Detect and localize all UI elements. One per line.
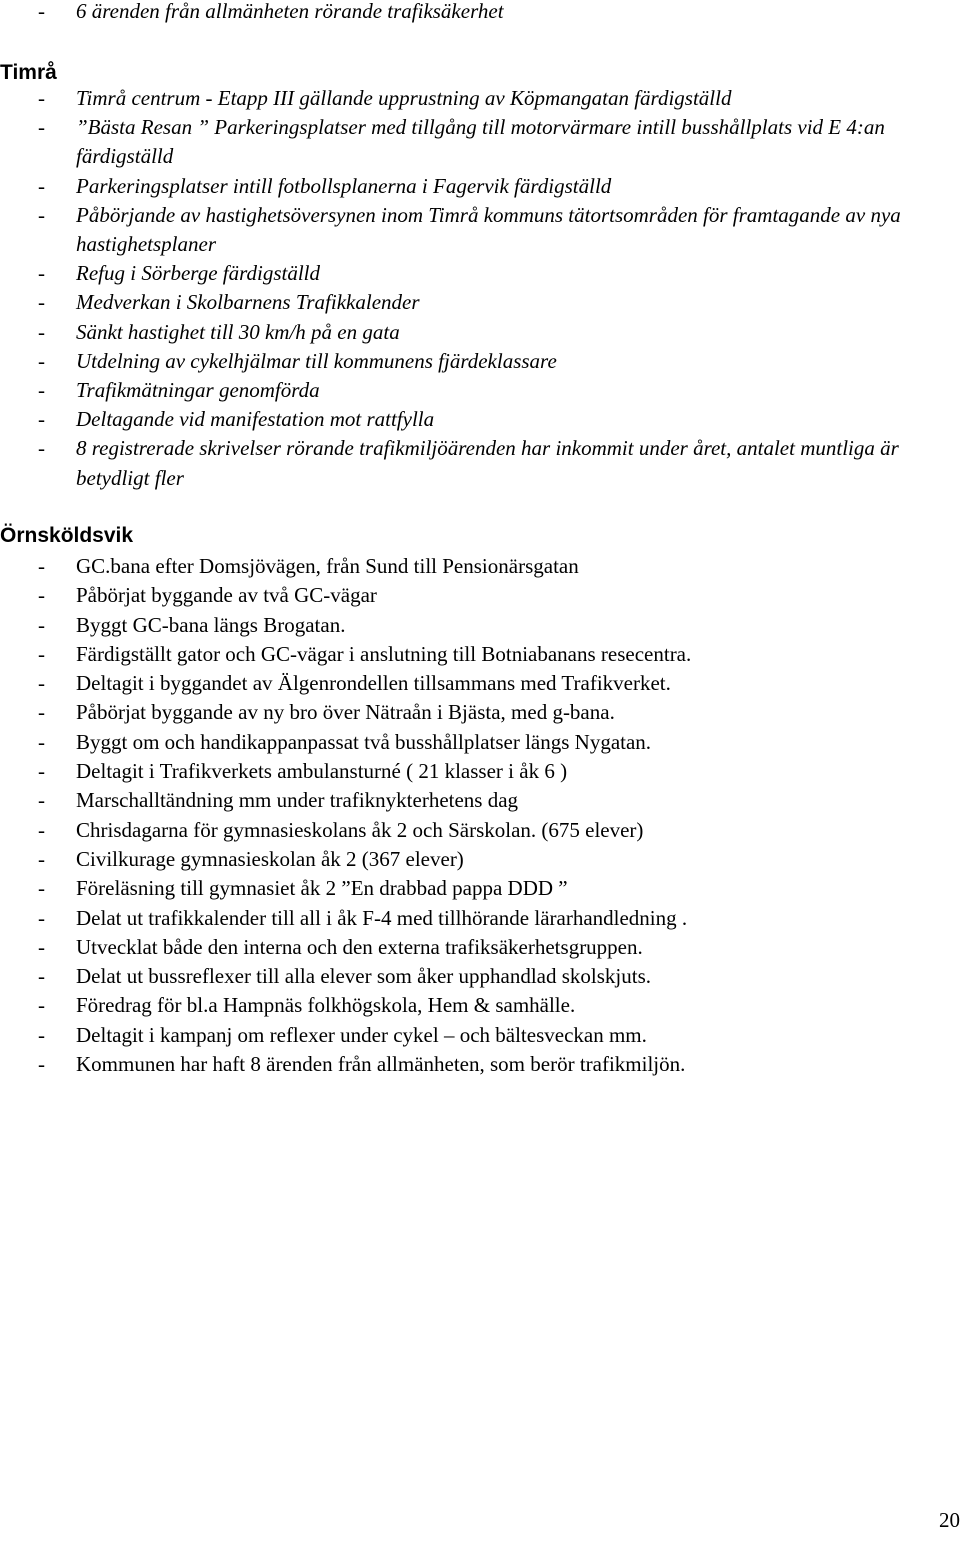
list-item: [0, 259, 960, 288]
list-item: [0, 933, 960, 962]
list-item-text: ”Bästa Resan ” Parkeringsplatser med tillgång till motorvärmare intill busshållplats vid E 4:an färdigställd: [76, 115, 885, 169]
bullet-dash: -: [38, 964, 45, 989]
bullet-dash: -: [38, 407, 45, 432]
list-item-text: Chrisdagarna för gymnasieskolans åk 2 och Särskolan. (675 elever): [76, 817, 644, 842]
bullet-dash: -: [38, 846, 45, 871]
list-item-text: Byggt om och handikappanpassat två busshållplatser längs Nygatan.: [76, 729, 652, 754]
bullet-dash: -: [38, 1052, 45, 1077]
bullet-dash: -: [38, 759, 45, 784]
list-item: [0, 0, 960, 26]
list-item: [0, 845, 960, 874]
list-item-text: Civilkurage gymnasieskolan åk 2 (367 elever): [76, 846, 464, 871]
list-item-text: Refug i Sörberge färdigställd: [76, 261, 321, 286]
bullet-dash: -: [38, 729, 45, 754]
list-item: [0, 728, 960, 757]
list-item-text: Deltagande vid manifestation mot rattfylla: [76, 407, 435, 432]
list-item-text: Utdelning av cykelhjälmar till kommunens fjärdeklassare: [76, 348, 557, 373]
list-item-text: Trafikmätningar genomförda: [76, 378, 320, 403]
list-item-text: Föredrag för bl.a Hampnäs folkhögskola, Hem & samhälle.: [76, 993, 576, 1018]
list-item-text: Sänkt hastighet till 30 km/h på en gata: [76, 319, 400, 344]
bullet-dash: -: [38, 817, 45, 842]
bullet-dash: -: [38, 641, 45, 666]
bullet-dash: -: [38, 993, 45, 1018]
list-item-text: Påbörjande av hastighetsöversynen inom Timrå kommuns tätortsområden för framtagande av nya hastighetsplaner: [76, 202, 901, 257]
list-item: [0, 669, 960, 698]
list-item-text: Byggt GC-bana längs Brogatan.: [76, 612, 346, 637]
list-item-text: Deltagit i byggandet av Älgenrondellen tillsammans med Trafikverket.: [76, 671, 671, 696]
bullet-dash: -: [38, 612, 45, 637]
list-item-text: Färdigställt gator och GC-vägar i anslutning till Botniabanans resecentra.: [76, 641, 692, 666]
list-item: [0, 640, 960, 669]
list-item: [0, 991, 960, 1020]
list-item-text: Kommunen har haft 8 ärenden från allmänheten, som berör trafikmiljön.: [76, 1052, 686, 1077]
list-item-text: Delat ut trafikkalender till all i åk F-4 med tillhörande lärarhandledning .: [76, 905, 688, 930]
list-item-text: Parkeringsplatser intill fotbollsplanerna i Fagervik färdigställd: [76, 173, 612, 198]
list-item: [0, 757, 960, 786]
bullet-dash: -: [38, 86, 45, 110]
bullet-dash: -: [38, 319, 45, 344]
list-item-text: Deltagit i kampanj om reflexer under cykel – och bältesveckan mm.: [76, 1022, 647, 1047]
list-item-text: Påbörjat byggande av två GC-vägar: [76, 583, 377, 608]
bullet-dash: -: [38, 876, 45, 901]
list-item: [0, 84, 960, 113]
timra-list: [0, 84, 960, 493]
list-item: [0, 1050, 960, 1079]
list-item: [0, 786, 960, 815]
list-item-text: Påbörjat byggande av ny bro över Nätraån i Bjästa, med g-bana.: [76, 700, 615, 725]
list-item: [0, 581, 960, 610]
list-item-text: Timrå centrum - Etapp III gällande upprustning av Köpmangatan färdigställd: [76, 86, 732, 110]
bullet-dash: -: [38, 115, 45, 140]
list-item-text: Deltagit i Trafikverkets ambulansturné ( 21 klasser i åk 6 ): [76, 759, 568, 784]
list-item: [0, 874, 960, 903]
list-item: [0, 376, 960, 405]
list-item: [0, 552, 960, 581]
bullet-dash: -: [38, 261, 45, 286]
list-item: [0, 611, 960, 640]
top-list: [0, 0, 960, 26]
bullet-dash: -: [38, 290, 45, 315]
bullet-dash: -: [38, 905, 45, 930]
list-item-text: Delat ut bussreflexer till alla elever som åker upphandlad skolskjuts.: [76, 964, 652, 989]
list-item: [0, 434, 960, 492]
bullet-dash: -: [38, 378, 45, 403]
bullet-dash: -: [38, 671, 45, 696]
list-item: [0, 318, 960, 347]
section-heading-timra: Timrå: [0, 61, 57, 84]
ornskoldsvik-list: [0, 552, 960, 1079]
bullet-dash: -: [38, 1022, 45, 1047]
list-item: [0, 405, 960, 434]
list-item-text: 6 ärenden från allmänheten rörande trafiksäkerhet: [76, 0, 504, 23]
list-item-text: GC.bana efter Domsjövägen, från Sund till Pensionärsgatan: [76, 554, 579, 578]
list-item: [0, 288, 960, 317]
list-item: [0, 816, 960, 845]
list-item: [0, 113, 960, 171]
bullet-dash: -: [38, 348, 45, 373]
list-item-text: Medverkan i Skolbarnens Trafikkalender: [76, 290, 420, 315]
bullet-dash: -: [38, 583, 45, 608]
bullet-dash: -: [38, 700, 45, 725]
bullet-dash: -: [38, 0, 45, 23]
list-item: [0, 962, 960, 991]
list-item: [0, 347, 960, 376]
list-item-text: Marschalltändning mm under trafiknykterhetens dag: [76, 788, 519, 813]
list-item: [0, 172, 960, 201]
bullet-dash: -: [38, 202, 45, 227]
page-number: 20: [939, 1508, 960, 1532]
list-item-text: 8 registrerade skrivelser rörande trafikmiljöärenden har inkommit under året, antalet muntliga är betydligt fler: [76, 436, 899, 490]
bullet-dash: -: [38, 436, 45, 461]
bullet-dash: -: [38, 173, 45, 198]
list-item: [0, 698, 960, 727]
list-item: [0, 201, 960, 259]
section-heading-ornskoldsvik: Örnsköldsvik: [0, 524, 134, 547]
bullet-dash: -: [38, 934, 45, 959]
bullet-dash: -: [38, 788, 45, 813]
list-item-text: Utvecklat både den interna och den externa trafiksäkerhetsgruppen.: [76, 934, 643, 959]
bullet-dash: -: [38, 554, 45, 578]
list-item-text: Föreläsning till gymnasiet åk 2 ”En drabbad pappa DDD ”: [76, 876, 568, 901]
list-item: [0, 904, 960, 933]
list-item: [0, 1021, 960, 1050]
